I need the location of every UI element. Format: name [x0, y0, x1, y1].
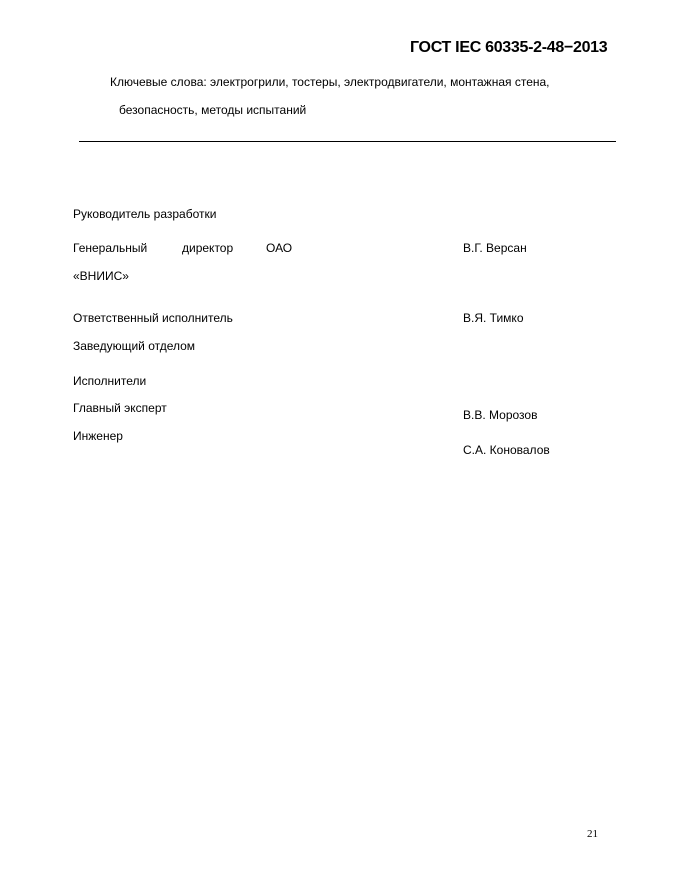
engineer-title: Инженер	[73, 429, 123, 443]
responsible-executor-name: В.Я. Тимко	[463, 311, 524, 325]
separator-line	[79, 141, 616, 142]
performers-heading: Исполнители	[73, 374, 147, 388]
keywords-line-1: Ключевые слова: электрогрили, тостеры, электродвигатели, монтажная стена,	[110, 75, 550, 89]
responsible-executor-title: Ответственный исполнитель	[73, 311, 233, 325]
general-director-word-3: ОАО	[266, 241, 293, 255]
lead-heading: Руководитель разработки	[73, 207, 217, 221]
department-head-title: Заведующий отделом	[73, 339, 196, 353]
page-number: 21	[587, 828, 598, 840]
general-director-word-2: директор	[182, 241, 234, 255]
engineer-name: С.А. Коновалов	[463, 443, 550, 457]
chief-expert-title: Главный эксперт	[73, 401, 167, 415]
standard-designation: ГОСТ IEC 60335-2-48−2013	[410, 39, 608, 56]
keywords-line-2: безопасность, методы испытаний	[119, 103, 307, 117]
general-director-word-1: Генеральный	[73, 241, 148, 255]
organization-name: «ВНИИС»	[73, 269, 129, 283]
chief-expert-name: В.В. Морозов	[463, 408, 538, 422]
general-director-name: В.Г. Версан	[463, 241, 527, 255]
